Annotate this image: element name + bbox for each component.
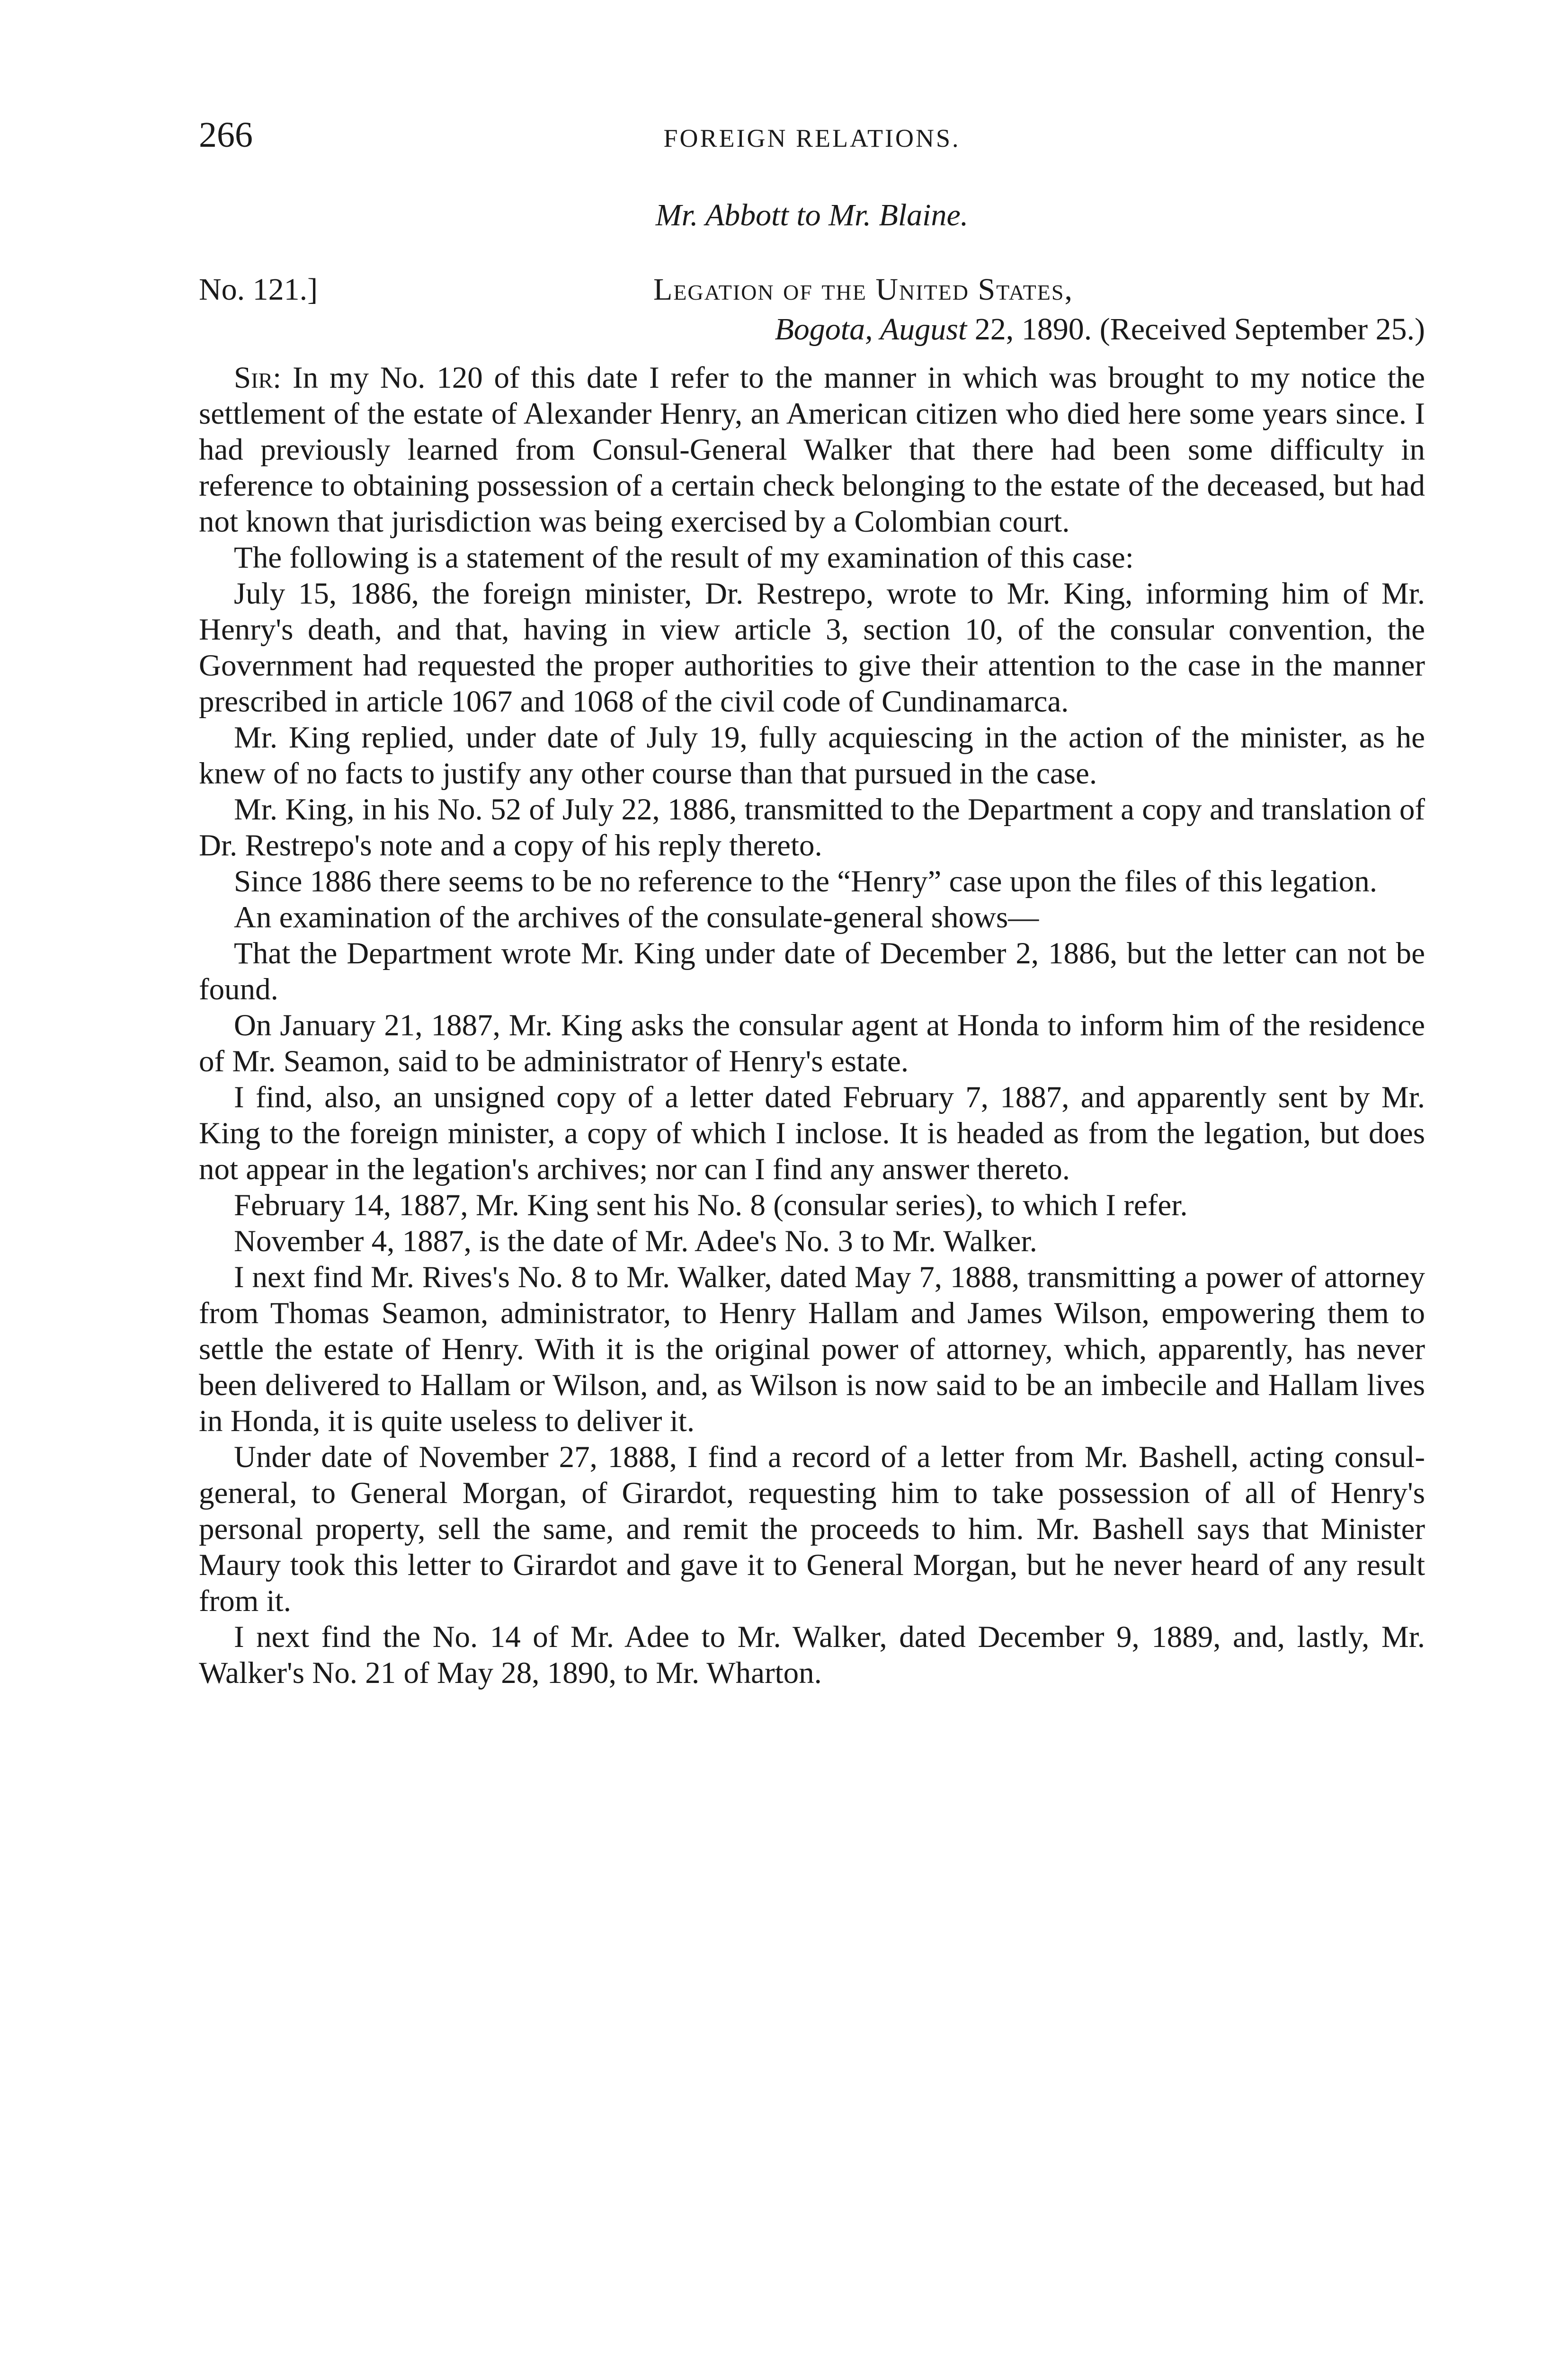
paragraph: On January 21, 1887, Mr. King asks the consular agent at Honda to inform him of the residence of Mr. Seamon, said to be administrator of Henry's estate.: [199, 1008, 1425, 1078]
paragraph: That the Department wrote Mr. King under date of December 2, 1886, but the letter can not be found.: [199, 936, 1425, 1006]
salutation: Sir:: [234, 361, 282, 395]
received-note: (Received September 25.): [1099, 312, 1425, 347]
paragraph: I next find the No. 14 of Mr. Adee to Mr. Walker, dated December 9, 1889, and, lastly, Mr. Walker's No. 21 of May 28, 1890, to Mr. Wharton.: [199, 1620, 1425, 1690]
paragraph-text: In my No. 120 of this date I refer to the manner in which was brought to my notice the settlement of the estate of Alexander Henry, an American citizen who died here some years since. I had previously learned from Consul-General Walker that there had been some difficulty in reference to obtaining possession of a certain check belonging to the estate of the deceased, but had not known that jurisdiction was being exercised by a Colombian court.: [199, 361, 1425, 539]
paragraph: July 15, 1886, the foreign minister, Dr. Restrepo, wrote to Mr. King, informing him of Mr. Henry's death, and that, having in view article 3, section 10, of the consular convention, the Government had requested the proper authorities to give their attention to the case in the manner prescribed in article 1067 and 1068 of the civil code of Cundinamarca.: [199, 577, 1425, 719]
paragraph: Since 1886 there seems to be no reference to the “Henry” case upon the files of this legation.: [234, 864, 1377, 899]
paragraph: I next find Mr. Rives's No. 8 to Mr. Walker, dated May 7, 1888, transmitting a power of attorney from Thomas Seamon, administrator, to Henry Hallam and James Wilson, empowering them to settle the estate of Henry. With it is the original power of attorney, which, apparently, has never been delivered to Hallam or Wilson, and, as Wilson is now said to be an imbecile and Hallam lives in Honda, it is quite useless to deliver it.: [199, 1260, 1425, 1438]
document-number: No. 121.]: [199, 272, 318, 307]
paragraph: November 4, 1887, is the date of Mr. Adee's No. 3 to Mr. Walker.: [234, 1224, 1037, 1258]
paragraph: Under date of November 27, 1888, I find a record of a letter from Mr. Bashell, acting consul-general, to General Morgan, of Girardot, requesting him to take possession of all of Henry's personal property, sell the same, and remit the proceeds to him. Mr. Bashell says that Minister Maury took this letter to Girardot and gave it to General Morgan, but he never heard of any result from it.: [199, 1440, 1425, 1618]
date-rest: 22, 1890.: [974, 312, 1092, 347]
paragraph: [199, 360, 1425, 540]
paragraph: Mr. King, in his No. 52 of July 22, 1886, transmitted to the Department a copy and translation of Dr. Restrepo's note and a copy of his reply thereto.: [199, 792, 1425, 863]
paragraph: I find, also, an unsigned copy of a letter dated February 7, 1887, and apparently sent by Mr. King to the foreign minister, a copy of which I inclose. It is headed as from the legation, but does not appear in the legation's archives; nor can I find any answer thereto.: [199, 1080, 1425, 1186]
letter-body: [199, 360, 1425, 1691]
letter-header-block: [199, 270, 1425, 350]
legation-line: Legation of the United States,: [653, 272, 1073, 307]
paragraph: February 14, 1887, Mr. King sent his No. 8 (consular series), to which I refer.: [234, 1188, 1188, 1222]
paragraph: Mr. King replied, under date of July 19, fully acquiescing in the action of the minister, as he knew of no facts to justify any other course than that pursued in the case.: [199, 721, 1425, 791]
running-head: [199, 114, 1425, 166]
letter-heading: Mr. Abbott to Mr. Blaine.: [655, 198, 969, 232]
dateline: [775, 310, 1425, 349]
page-number: 266: [199, 115, 253, 155]
paragraph: The following is a statement of the result of my examination of this case:: [234, 541, 1134, 575]
place-date: Bogota, August: [775, 312, 967, 347]
paragraph: An examination of the archives of the consulate-general shows—: [234, 900, 1039, 934]
document-page: [199, 114, 1425, 1691]
running-title: FOREIGN RELATIONS.: [663, 124, 961, 152]
